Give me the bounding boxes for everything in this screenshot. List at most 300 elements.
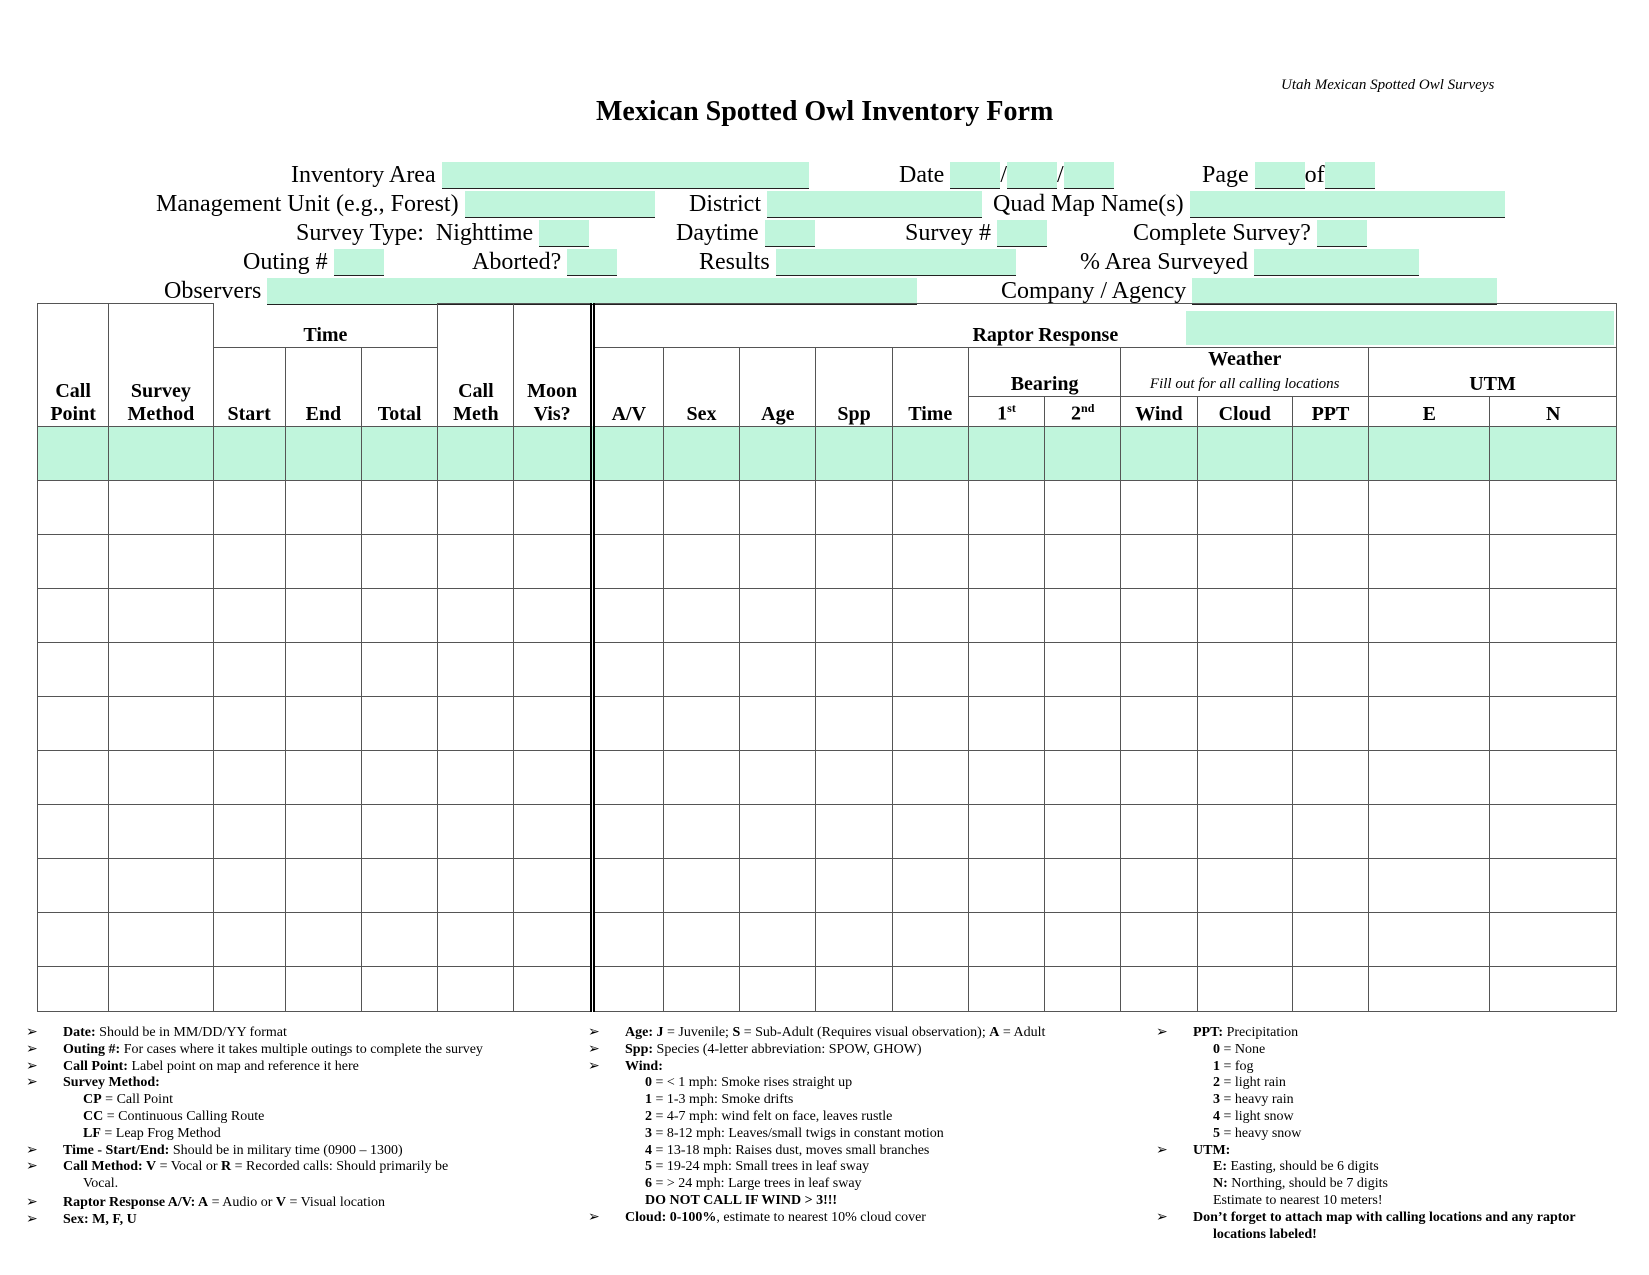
notes-column-1: [26, 1025, 556, 1229]
inventory-area-field[interactable]: [442, 162, 809, 189]
table-cell[interactable]: [38, 750, 109, 804]
time-group-header: Time: [213, 304, 438, 348]
col-av: A/V: [592, 348, 663, 427]
table-cell[interactable]: [213, 480, 285, 534]
table-cell[interactable]: [1197, 750, 1292, 804]
table-cell[interactable]: [38, 696, 109, 750]
table-cell[interactable]: [816, 480, 892, 534]
table-cell[interactable]: [38, 588, 109, 642]
table-cell[interactable]: [361, 426, 437, 480]
table-cell[interactable]: [1121, 480, 1197, 534]
note-attach-map: ➢ Don’t forget to attach map with calling locations and any raptor: [1156, 1209, 1576, 1225]
note-raptor: ➢ Raptor Response A/V: A = Audio or V = Visual location: [26, 1194, 385, 1210]
table-cell[interactable]: [38, 858, 109, 912]
table-cell[interactable]: [1490, 480, 1617, 534]
table-cell[interactable]: [663, 588, 739, 642]
survey-num-field[interactable]: [997, 220, 1047, 247]
table-cell[interactable]: [968, 804, 1044, 858]
table-cell[interactable]: [1369, 804, 1490, 858]
table-cell[interactable]: [1490, 966, 1617, 1011]
table-cell[interactable]: [1292, 588, 1368, 642]
table-cell[interactable]: [816, 750, 892, 804]
table-cell[interactable]: [663, 804, 739, 858]
table-cell[interactable]: [1045, 750, 1121, 804]
weather-header: Weather Fill out for all calling locations: [1121, 348, 1369, 397]
nighttime-field[interactable]: [539, 220, 589, 247]
management-unit-field[interactable]: [465, 191, 655, 218]
table-row: [38, 642, 1617, 696]
table-cell[interactable]: [213, 588, 285, 642]
table-cell[interactable]: [438, 480, 514, 534]
table-cell[interactable]: [816, 642, 892, 696]
table-cell[interactable]: [1292, 642, 1368, 696]
table-cell[interactable]: [592, 912, 663, 966]
table-cell[interactable]: [514, 696, 592, 750]
table-cell[interactable]: [592, 804, 663, 858]
table-cell[interactable]: [1197, 912, 1292, 966]
note-wind-2: 2 = 4-7 mph: wind felt on face, leaves rustle: [645, 1108, 893, 1124]
table-cell[interactable]: [1292, 858, 1368, 912]
table-cell[interactable]: [1292, 912, 1368, 966]
note-outing: ➢ Outing #: For cases where it takes multiple outings to complete the survey: [26, 1041, 483, 1057]
table-cell[interactable]: [1045, 642, 1121, 696]
table-cell[interactable]: [285, 642, 361, 696]
table-cell[interactable]: [740, 966, 816, 1011]
quad-map-label: Quad Map Name(s): [993, 191, 1184, 217]
table-cell[interactable]: [1197, 534, 1292, 588]
table-cell[interactable]: [514, 642, 592, 696]
table-cell[interactable]: [38, 426, 109, 480]
table-cell[interactable]: [361, 534, 437, 588]
table-cell[interactable]: [438, 858, 514, 912]
table-cell[interactable]: [1045, 480, 1121, 534]
daytime-label: Daytime: [676, 220, 759, 246]
table-cell[interactable]: [1197, 480, 1292, 534]
arrow-icon: ➢: [588, 1209, 600, 1225]
table-cell[interactable]: [740, 912, 816, 966]
table-cell[interactable]: [1490, 426, 1617, 480]
note-wind: ➢ Wind:: [588, 1058, 663, 1074]
outing-num-field[interactable]: [334, 249, 384, 276]
col-bearing-first: 1st: [968, 397, 1044, 427]
table-cell[interactable]: [514, 858, 592, 912]
note-cloud: ➢ Cloud: 0-100%, estimate to nearest 10% cloud cover: [588, 1209, 926, 1225]
table-row: [38, 480, 1617, 534]
table-cell[interactable]: [592, 480, 663, 534]
table-cell[interactable]: [592, 426, 663, 480]
table-cell[interactable]: [968, 642, 1044, 696]
table-cell[interactable]: [1292, 534, 1368, 588]
table-cell[interactable]: [1045, 912, 1121, 966]
note-ppt-3: 3 = heavy rain: [1213, 1092, 1294, 1108]
nighttime-label: Nighttime: [435, 220, 534, 246]
arrow-icon: ➢: [26, 1211, 38, 1227]
table-cell[interactable]: [438, 642, 514, 696]
table-cell[interactable]: [1369, 642, 1490, 696]
note-ppt-4: 4 = light snow: [1213, 1108, 1294, 1124]
table-cell[interactable]: [438, 426, 514, 480]
table-cell[interactable]: [892, 750, 968, 804]
table-cell[interactable]: [1369, 426, 1490, 480]
table-cell[interactable]: [892, 858, 968, 912]
table-cell[interactable]: [438, 534, 514, 588]
form-title: Mexican Spotted Owl Inventory Form: [596, 96, 1054, 127]
table-cell[interactable]: [1197, 588, 1292, 642]
inventory-area-label: Inventory Area: [291, 162, 436, 188]
company-row: [1001, 277, 1497, 305]
table-cell[interactable]: [514, 534, 592, 588]
table-cell[interactable]: [213, 912, 285, 966]
table-cell[interactable]: [968, 912, 1044, 966]
table-cell[interactable]: [892, 426, 968, 480]
table-cell[interactable]: [1369, 588, 1490, 642]
table-cell[interactable]: [740, 750, 816, 804]
table-cell[interactable]: [592, 642, 663, 696]
table-cell[interactable]: [663, 696, 739, 750]
header-row-2: [38, 348, 1617, 397]
management-row: [156, 190, 655, 218]
page-number-field[interactable]: [1255, 162, 1305, 189]
table-cell[interactable]: [740, 804, 816, 858]
daytime-field[interactable]: [765, 220, 815, 247]
table-cell[interactable]: [663, 426, 739, 480]
table-cell[interactable]: [285, 426, 361, 480]
arrow-icon: ➢: [26, 1194, 38, 1210]
col-total: Total: [361, 348, 437, 427]
table-cell[interactable]: [213, 858, 285, 912]
arrow-icon: ➢: [26, 1075, 38, 1091]
table-cell[interactable]: [592, 588, 663, 642]
table-cell[interactable]: [361, 912, 437, 966]
table-cell[interactable]: [109, 804, 213, 858]
table-cell[interactable]: [38, 912, 109, 966]
table-cell[interactable]: [1369, 912, 1490, 966]
table-cell[interactable]: [285, 804, 361, 858]
arrow-icon: ➢: [26, 1041, 38, 1057]
table-cell[interactable]: [213, 642, 285, 696]
table-cell[interactable]: [1369, 696, 1490, 750]
table-cell[interactable]: [285, 912, 361, 966]
table-cell[interactable]: [361, 966, 437, 1011]
bearing-header: Bearing: [968, 348, 1120, 397]
table-cell[interactable]: [892, 696, 968, 750]
table-cell[interactable]: [213, 696, 285, 750]
note-call-point: ➢ Call Point: Label point on map and reference it here: [26, 1058, 359, 1074]
note-wind-4: 4 = 13-18 mph: Raises dust, moves small branches: [645, 1142, 930, 1158]
arrow-icon: ➢: [1156, 1142, 1168, 1158]
table-cell[interactable]: [285, 750, 361, 804]
table-cell[interactable]: [816, 966, 892, 1011]
table-cell[interactable]: [740, 480, 816, 534]
table-cell[interactable]: [213, 804, 285, 858]
results-field[interactable]: [776, 249, 1016, 276]
arrow-icon: ➢: [26, 1142, 38, 1158]
col-call-point: Call Point: [38, 304, 109, 427]
complete-survey-field[interactable]: [1317, 220, 1367, 247]
note-no-call: DO NOT CALL IF WIND > 3!!!: [645, 1192, 838, 1208]
table-cell[interactable]: [1045, 696, 1121, 750]
table-cell[interactable]: [1369, 966, 1490, 1011]
table-cell[interactable]: [968, 588, 1044, 642]
table-cell[interactable]: [38, 480, 109, 534]
table-cell[interactable]: [109, 750, 213, 804]
table-cell[interactable]: [109, 588, 213, 642]
table-cell[interactable]: [1121, 426, 1197, 480]
table-cell[interactable]: [892, 966, 968, 1011]
aborted-row: [472, 248, 617, 276]
table-cell[interactable]: [892, 912, 968, 966]
table-cell[interactable]: [1045, 966, 1121, 1011]
table-cell[interactable]: [38, 642, 109, 696]
table-cell[interactable]: [438, 804, 514, 858]
table-cell[interactable]: [1121, 534, 1197, 588]
table-cell[interactable]: [968, 480, 1044, 534]
table-cell[interactable]: [663, 642, 739, 696]
table-cell[interactable]: [816, 696, 892, 750]
table-cell[interactable]: [361, 804, 437, 858]
table-cell[interactable]: [514, 750, 592, 804]
date-month-field[interactable]: [950, 162, 1000, 189]
table-cell[interactable]: [816, 804, 892, 858]
quad-map-field[interactable]: [1190, 191, 1505, 218]
table-cell[interactable]: [592, 858, 663, 912]
table-cell[interactable]: [285, 858, 361, 912]
table-cell[interactable]: [361, 642, 437, 696]
page-total-field[interactable]: [1325, 162, 1375, 189]
table-cell[interactable]: [514, 912, 592, 966]
table-cell[interactable]: [1045, 804, 1121, 858]
table-cell[interactable]: [663, 750, 739, 804]
table-cell[interactable]: [592, 534, 663, 588]
table-cell[interactable]: [892, 642, 968, 696]
table-cell[interactable]: [1292, 696, 1368, 750]
table-cell[interactable]: [285, 480, 361, 534]
note-wind-0: 0 = < 1 mph: Smoke rises straight up: [645, 1075, 853, 1091]
arrow-icon: ➢: [26, 1025, 38, 1040]
table-cell[interactable]: [514, 588, 592, 642]
table-cell[interactable]: [285, 966, 361, 1011]
table-cell[interactable]: [109, 912, 213, 966]
table-cell[interactable]: [438, 750, 514, 804]
table-cell[interactable]: [438, 696, 514, 750]
table-cell[interactable]: [361, 750, 437, 804]
table-cell[interactable]: [38, 804, 109, 858]
survey-num-row: [905, 219, 1047, 247]
table-cell[interactable]: [438, 588, 514, 642]
table-row: [38, 912, 1617, 966]
table-cell[interactable]: [213, 750, 285, 804]
note-ppt-0: 0 = None: [1213, 1041, 1266, 1057]
table-cell[interactable]: [514, 804, 592, 858]
note-date: ➢ Date: Should be in MM/DD/YY format: [26, 1025, 287, 1040]
table-cell[interactable]: [892, 804, 968, 858]
table-cell[interactable]: [1490, 858, 1617, 912]
arrow-icon: ➢: [588, 1058, 600, 1074]
table-cell[interactable]: [1292, 966, 1368, 1011]
table-cell[interactable]: [1045, 858, 1121, 912]
col-spp: Spp: [816, 348, 892, 427]
table-cell[interactable]: [663, 534, 739, 588]
area-surveyed-field[interactable]: [1254, 249, 1419, 276]
table-cell[interactable]: [109, 966, 213, 1011]
table-cell[interactable]: [1292, 804, 1368, 858]
table-cell[interactable]: [285, 534, 361, 588]
table-cell[interactable]: [892, 588, 968, 642]
table-cell[interactable]: [1369, 858, 1490, 912]
note-survey-method: ➢ Survey Method:: [26, 1075, 160, 1091]
table-cell[interactable]: [38, 534, 109, 588]
company-field[interactable]: [1192, 278, 1497, 305]
observers-label: Observers: [164, 278, 262, 304]
table-cell[interactable]: [1292, 480, 1368, 534]
table-cell[interactable]: [968, 696, 1044, 750]
col-cloud: Cloud: [1197, 397, 1292, 427]
table-cell[interactable]: [38, 966, 109, 1011]
table-cell[interactable]: [816, 534, 892, 588]
table-cell[interactable]: [663, 966, 739, 1011]
table-cell[interactable]: [1490, 912, 1617, 966]
table-cell[interactable]: [1045, 588, 1121, 642]
table-cell[interactable]: [968, 858, 1044, 912]
table-cell[interactable]: [109, 642, 213, 696]
table-cell[interactable]: [109, 480, 213, 534]
table-cell[interactable]: [1121, 858, 1197, 912]
table-cell[interactable]: [438, 966, 514, 1011]
table-cell[interactable]: [361, 858, 437, 912]
management-unit-label: Management Unit (e.g., Forest): [156, 191, 459, 217]
table-cell[interactable]: [285, 696, 361, 750]
table-cell[interactable]: [592, 696, 663, 750]
table-cell[interactable]: [892, 480, 968, 534]
table-cell[interactable]: [1121, 804, 1197, 858]
table-cell[interactable]: [740, 426, 816, 480]
complete-survey-row: [1133, 219, 1367, 247]
table-cell[interactable]: [285, 588, 361, 642]
table-cell[interactable]: [740, 534, 816, 588]
table-cell[interactable]: [1490, 804, 1617, 858]
table-cell[interactable]: [1490, 750, 1617, 804]
complete-survey-label: Complete Survey?: [1133, 220, 1311, 246]
date-slash: /: [1056, 162, 1064, 188]
table-cell[interactable]: [1045, 426, 1121, 480]
table-cell[interactable]: [816, 858, 892, 912]
date-slash: /: [1000, 162, 1007, 188]
note-utm-e: E: Easting, should be 6 digits: [1213, 1159, 1379, 1175]
table-cell[interactable]: [438, 912, 514, 966]
table-cell[interactable]: [740, 642, 816, 696]
table-cell[interactable]: [1369, 750, 1490, 804]
table-cell[interactable]: [740, 858, 816, 912]
table-cell[interactable]: [1121, 696, 1197, 750]
table-row: [38, 750, 1617, 804]
table-cell[interactable]: [361, 480, 437, 534]
raptor-response-header: Raptor Response: [592, 304, 1616, 348]
table-cell[interactable]: [1121, 750, 1197, 804]
raptor-response-field[interactable]: [1186, 311, 1614, 345]
aborted-field[interactable]: [567, 249, 617, 276]
note-age: ➢ Age: J = Juvenile; S = Sub-Adult (Requires visual observation); A = Adult: [588, 1025, 1046, 1040]
note-wind-5: 5 = 19-24 mph: Small trees in leaf sway: [645, 1159, 870, 1175]
results-label: Results: [699, 249, 770, 275]
table-cell[interactable]: [1197, 426, 1292, 480]
table-cell[interactable]: [1121, 588, 1197, 642]
table-cell[interactable]: [1197, 642, 1292, 696]
col-survey-method: Survey Method: [109, 304, 213, 427]
aborted-label: Aborted?: [472, 249, 562, 275]
table-cell[interactable]: [1369, 534, 1490, 588]
table-cell[interactable]: [968, 534, 1044, 588]
table-cell[interactable]: [816, 912, 892, 966]
survey-type-label: Survey Type:: [296, 220, 424, 246]
table-cell[interactable]: [514, 426, 592, 480]
table-cell[interactable]: [109, 696, 213, 750]
table-cell[interactable]: [663, 480, 739, 534]
table-cell[interactable]: [109, 858, 213, 912]
table-cell[interactable]: [213, 966, 285, 1011]
table-cell[interactable]: [968, 426, 1044, 480]
table-cell[interactable]: [1292, 750, 1368, 804]
table-cell[interactable]: [109, 426, 213, 480]
date-day-field[interactable]: [1007, 162, 1057, 189]
table-cell[interactable]: [1121, 642, 1197, 696]
table-cell[interactable]: [361, 588, 437, 642]
table-cell[interactable]: [968, 750, 1044, 804]
arrow-icon: ➢: [1156, 1209, 1168, 1225]
table-cell[interactable]: [592, 750, 663, 804]
note-spp: ➢ Spp: Species (4-letter abbreviation: SPOW, GHOW): [588, 1041, 922, 1057]
table-cell[interactable]: [514, 966, 592, 1011]
table-cell[interactable]: [816, 588, 892, 642]
table-cell[interactable]: [1490, 588, 1617, 642]
table-cell[interactable]: [109, 534, 213, 588]
table-cell[interactable]: [361, 696, 437, 750]
note-cc: CC = Continuous Calling Route: [83, 1108, 265, 1124]
table-cell[interactable]: [1490, 534, 1617, 588]
table-cell[interactable]: [1369, 480, 1490, 534]
table-cell[interactable]: [1490, 642, 1617, 696]
table-cell[interactable]: [740, 588, 816, 642]
table-cell[interactable]: [514, 480, 592, 534]
table-cell[interactable]: [1197, 858, 1292, 912]
table-cell[interactable]: [1121, 912, 1197, 966]
table-cell[interactable]: [663, 912, 739, 966]
table-cell[interactable]: [213, 426, 285, 480]
district-field[interactable]: [767, 191, 982, 218]
table-cell[interactable]: [1121, 966, 1197, 1011]
table-cell[interactable]: [1197, 966, 1292, 1011]
table-cell[interactable]: [592, 966, 663, 1011]
table-cell[interactable]: [740, 696, 816, 750]
col-time: Time: [892, 348, 968, 427]
date-year-field[interactable]: [1064, 162, 1114, 189]
table-cell[interactable]: [1490, 696, 1617, 750]
table-cell[interactable]: [1045, 534, 1121, 588]
note-time: ➢ Time - Start/End: Should be in military time (0900 – 1300): [26, 1142, 403, 1158]
table-cell[interactable]: [1292, 426, 1368, 480]
table-cell[interactable]: [968, 966, 1044, 1011]
table-cell[interactable]: [892, 534, 968, 588]
table-row: [38, 804, 1617, 858]
district-row: [689, 190, 982, 218]
note-ppt-1: 1 = fog: [1213, 1058, 1254, 1074]
table-cell[interactable]: [1197, 696, 1292, 750]
table-cell[interactable]: [816, 426, 892, 480]
observers-field[interactable]: [267, 278, 917, 305]
note-attach-map-cont: locations labeled!: [1213, 1226, 1317, 1242]
table-cell[interactable]: [213, 534, 285, 588]
table-cell[interactable]: [1197, 804, 1292, 858]
table-cell[interactable]: [663, 858, 739, 912]
